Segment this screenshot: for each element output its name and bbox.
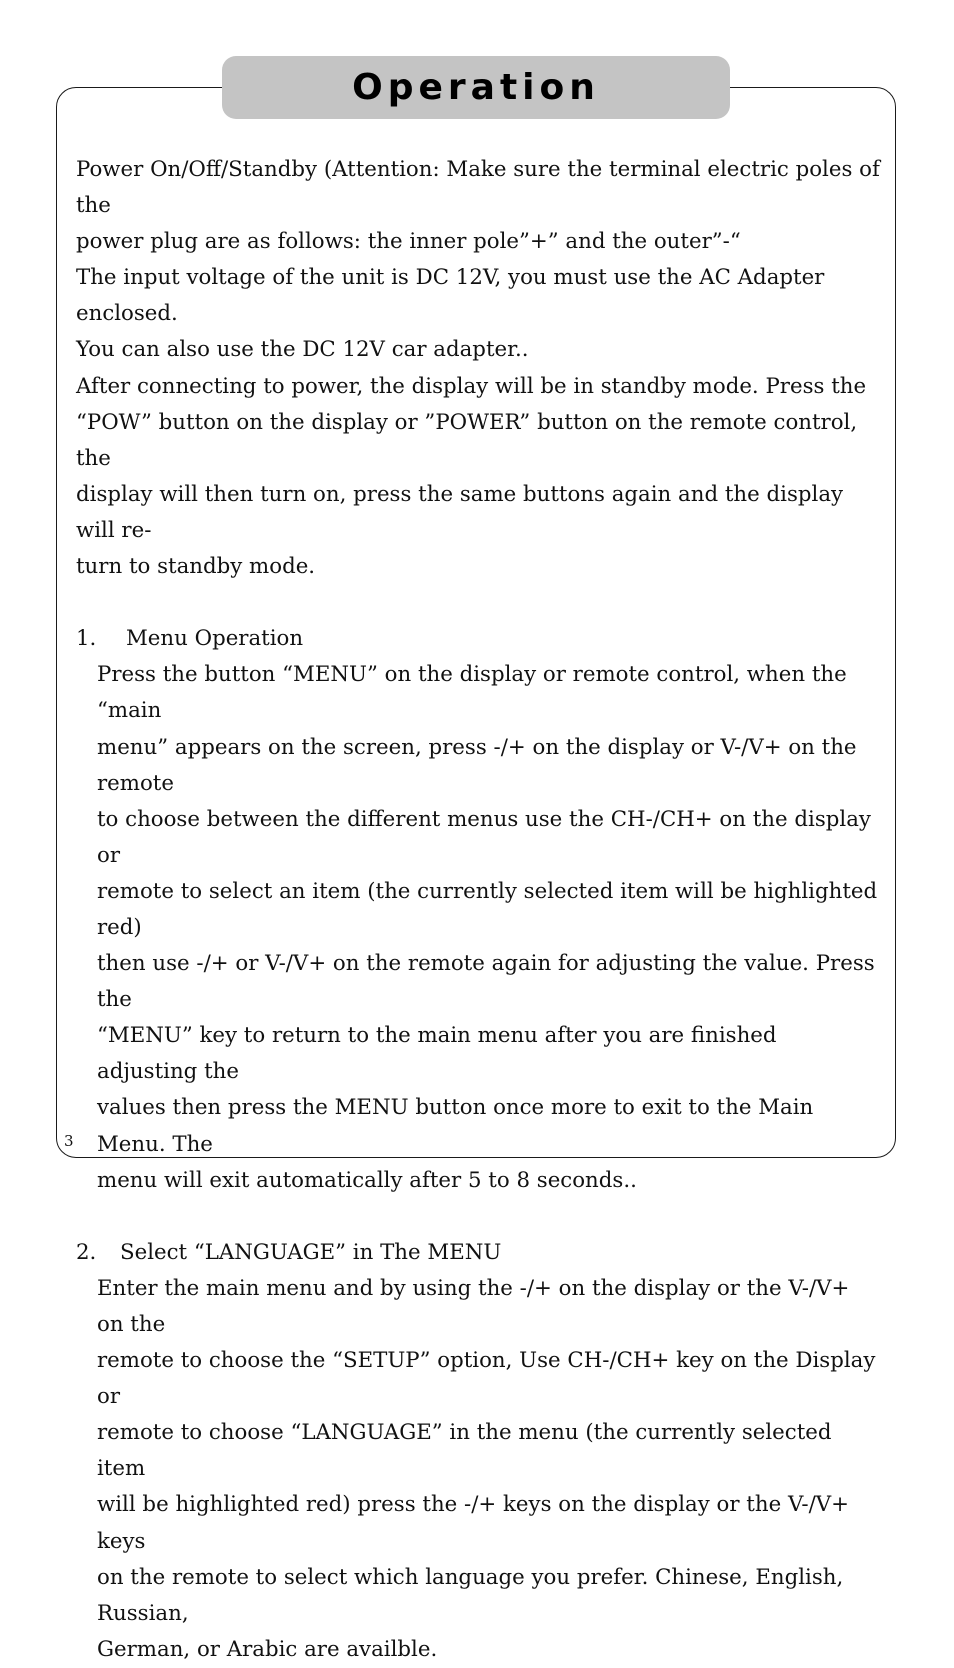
body-line: remote to choose the “SETUP” option, Use CH-/CH+ key on the Display or (97, 1348, 876, 1410)
body-line: Press the button “MENU” on the display or remote control, when the “main (97, 662, 847, 724)
intro-line: “POW” button on the display or ”POWER” button on the remote control, the (76, 409, 858, 471)
section-heading (76, 621, 882, 657)
section-body (76, 1271, 882, 1668)
section-body (76, 657, 882, 1198)
body-line: will be highlighted red) press the -/+ keys on the display or the V-/V+ keys (97, 1492, 849, 1554)
page-number: 3 (64, 1132, 74, 1150)
section-menu-operation (76, 621, 882, 1199)
intro-line: turn to standby mode. (76, 554, 316, 580)
intro-line: power plug are as follows: the inner pole”+” and the outer”-“ (76, 229, 741, 255)
intro-block (76, 152, 882, 585)
spacer (76, 585, 882, 621)
page-title: Operation (352, 67, 600, 108)
section-title: Select “LANGUAGE” in The MENU (120, 1239, 502, 1265)
body-line: “MENU” key to return to the main menu after you are finished adjusting the (97, 1023, 777, 1085)
intro-line: The input voltage of the unit is DC 12V, you must use the AC Adapter enclosed. (76, 265, 825, 327)
body-line: remote to select an item (the currently selected item will be highlighted red) (97, 878, 878, 940)
body-line: then use -/+ or V-/V+ on the remote again for adjusting the value. Press the (97, 951, 875, 1013)
page-content (76, 152, 882, 1668)
body-line: on the remote to select which language you prefer. Chinese, English, Russian, (97, 1564, 844, 1626)
section-heading (76, 1235, 882, 1271)
body-line: Enter the main menu and by using the -/+ on the display or the V-/V+ on the (97, 1275, 850, 1337)
intro-line: Power On/Off/Standby (Attention: Make sure the terminal electric poles of the (76, 157, 880, 219)
spacer (76, 1199, 882, 1235)
intro-line: You can also use the DC 12V car adapter.. (76, 337, 529, 363)
section-number: 2. (76, 1239, 97, 1265)
section-number: 1. (76, 626, 97, 652)
section-select-language (76, 1235, 882, 1668)
section-title: Menu Operation (126, 626, 304, 652)
body-line: remote to choose “LANGUAGE” in the menu (the currently selected item (97, 1420, 832, 1482)
body-line: to choose between the different menus use the CH-/CH+ on the display or (97, 806, 871, 868)
body-line: menu will exit automatically after 5 to 8 seconds.. (97, 1167, 637, 1193)
body-line: menu” appears on the screen, press -/+ on the display or V-/V+ on the remote (97, 734, 857, 796)
title-banner (222, 56, 730, 119)
intro-line: After connecting to power, the display will be in standby mode. Press the (76, 373, 867, 399)
body-line: values then press the MENU button once more to exit to the Main Menu. The (97, 1095, 814, 1157)
body-line: German, or Arabic are availble. (97, 1636, 438, 1662)
intro-line: display will then turn on, press the same buttons again and the display will re- (76, 481, 844, 543)
